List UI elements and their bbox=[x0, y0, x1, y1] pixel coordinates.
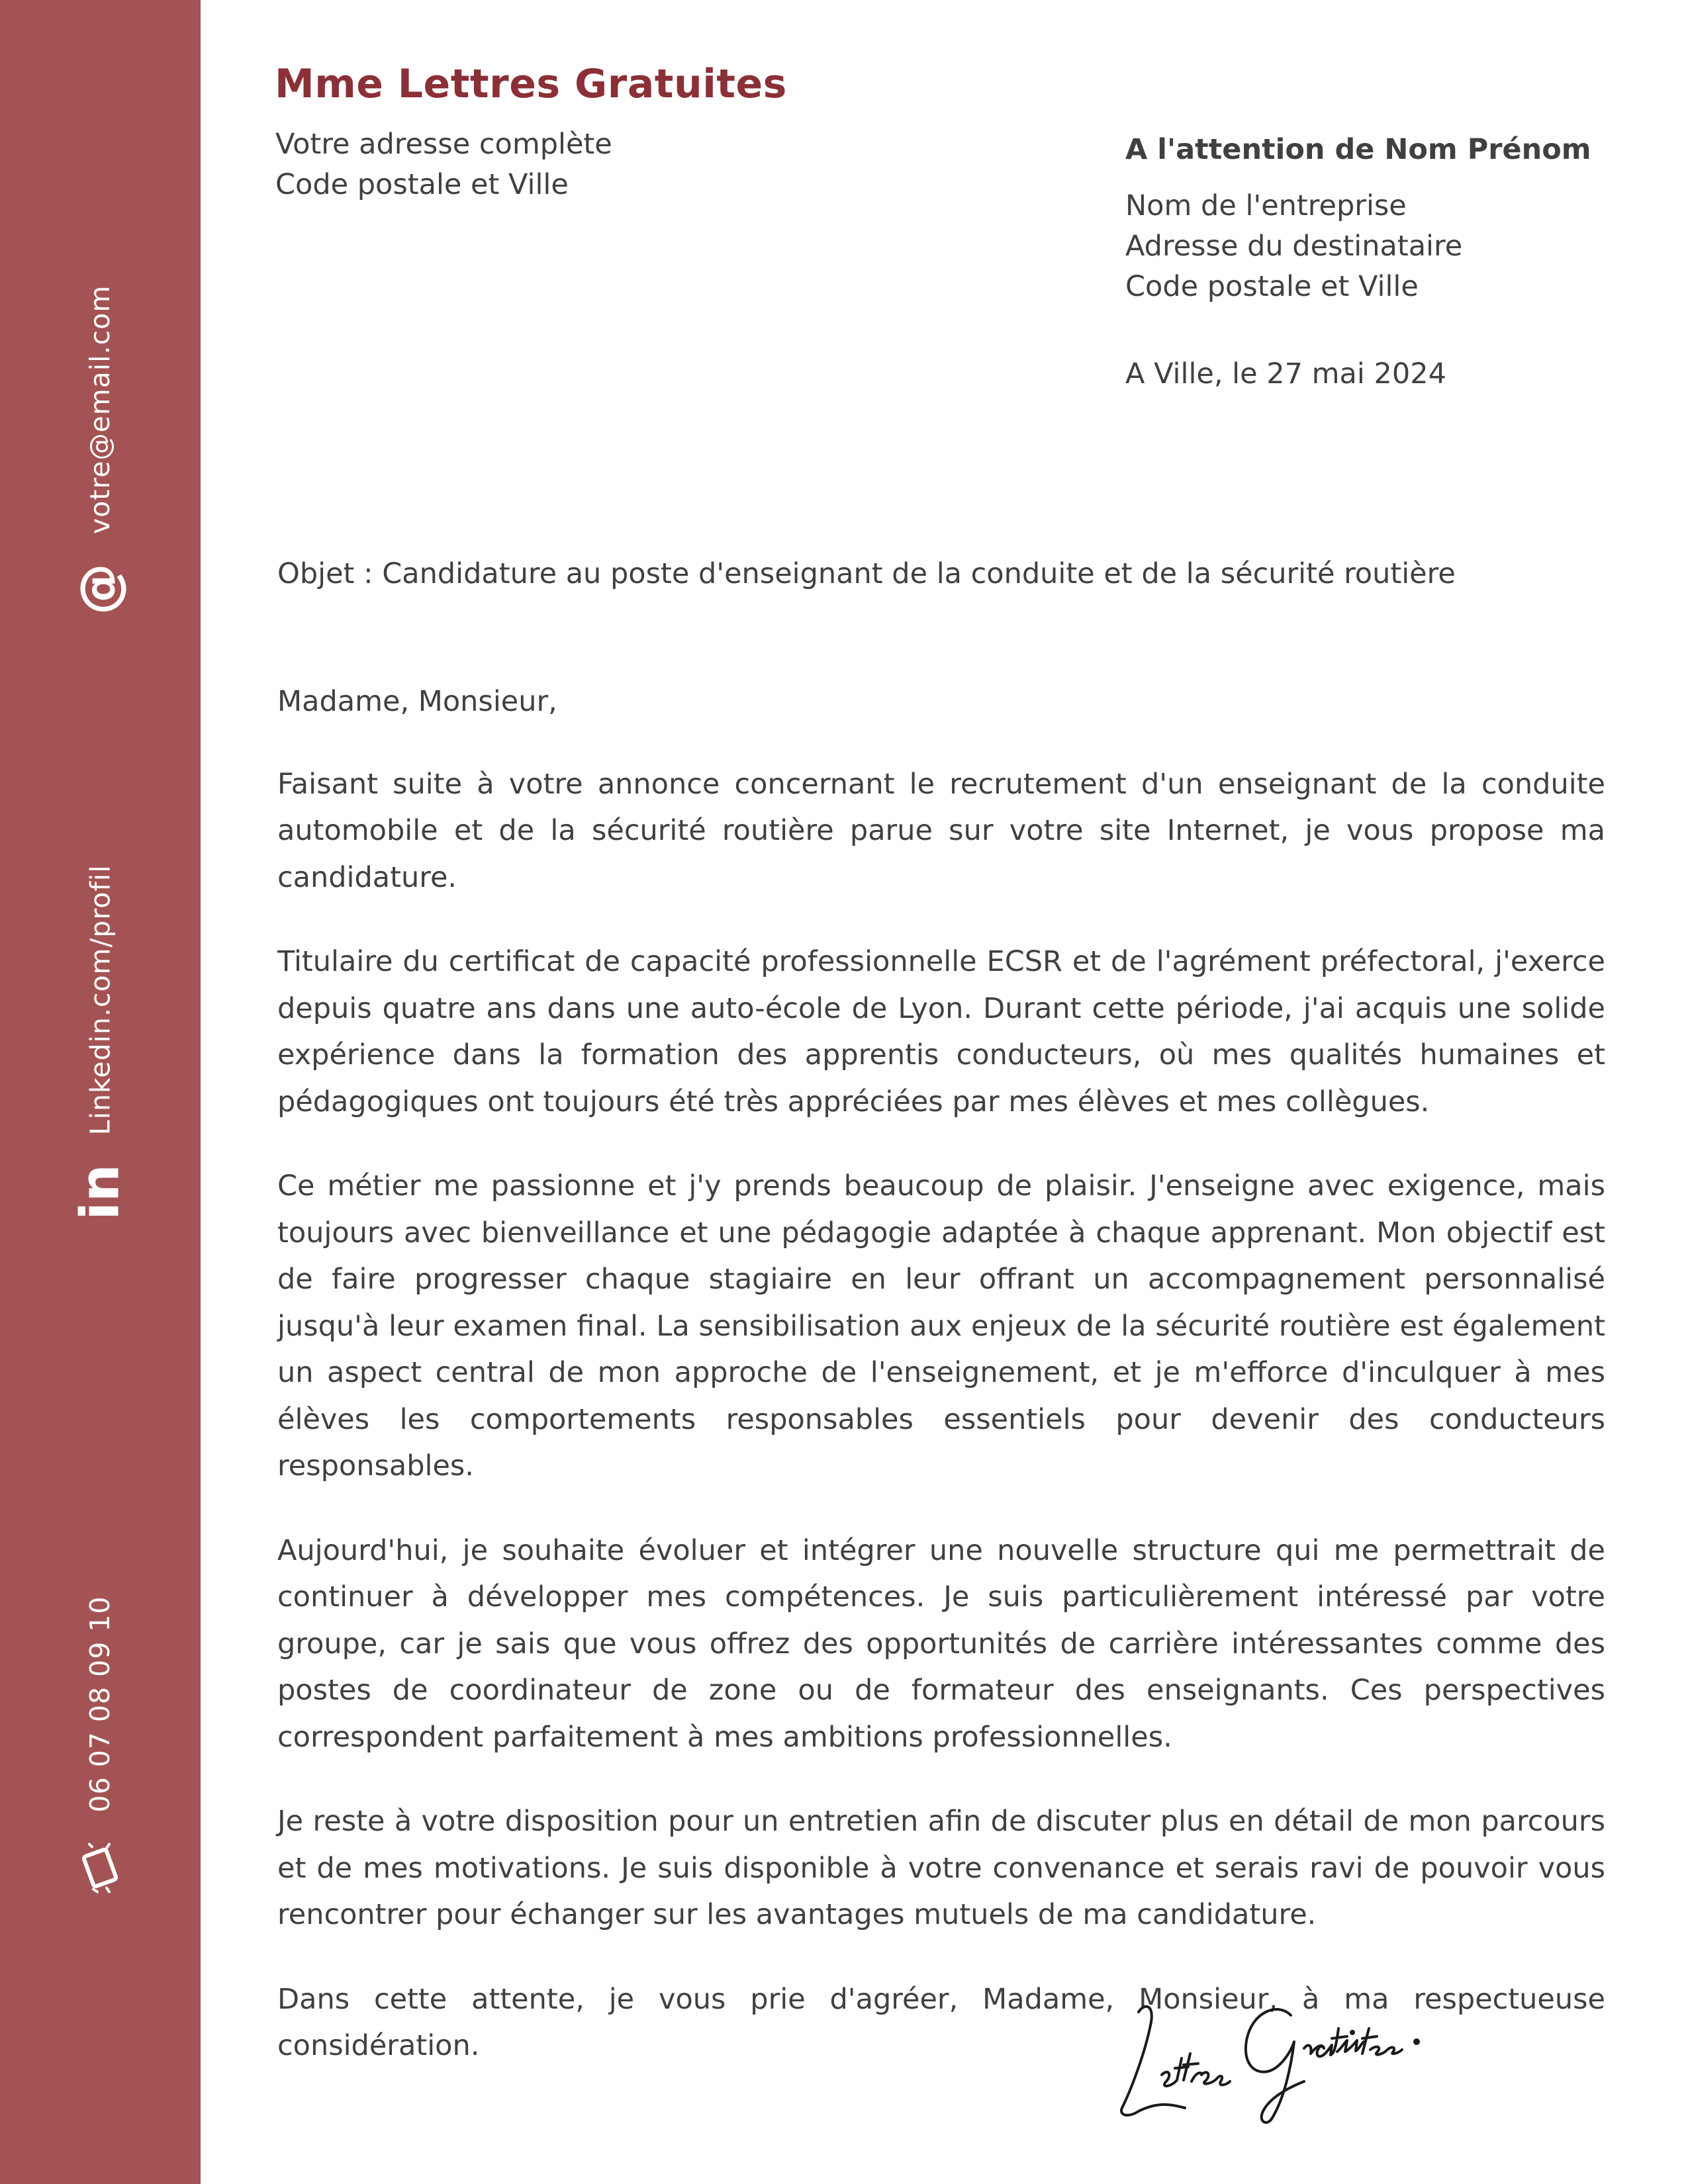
sender-city: Code postale et Ville bbox=[275, 168, 569, 201]
recipient-attention: A l'attention de Nom Prénom bbox=[1125, 133, 1591, 166]
recipient-company: Nom de l'entreprise bbox=[1125, 189, 1407, 222]
salutation: Madame, Monsieur, bbox=[277, 685, 557, 718]
paragraph-1: Faisant suite à votre annonce concernant le recrutement d'un enseignant de la conduite automobile et de la sécurité routière parue sur votre site Internet, je vous propose ma candidature. bbox=[277, 767, 1605, 894]
phone-icon bbox=[73, 1842, 126, 1895]
paragraph-4: Aujourd'hui, je souhaite évoluer et intégrer une nouvelle structure qui me permettrait de continuer à développer mes compétences. Je suis particulièrement intéressé par votre groupe, car je sais que vous offrez des opportunités de carrière intéressantes comme des postes de coordinateur de zone ou de formateur des enseignants. Ces perspectives correspondent parfaitement à mes ambitions professionnelles. bbox=[277, 1533, 1605, 1754]
letter-date: A Ville, le 27 mai 2024 bbox=[1125, 357, 1446, 390]
letter-body bbox=[277, 678, 1605, 2107]
paragraph-2: Titulaire du certificat de capacité professionnelle ECSR et de l'agrément préfectoral, j'exerce depuis quatre ans dans une auto-école de Lyon. Durant cette période, j'ai acquis une solide expérience dans la formation des apprentis conducteurs, où mes qualités humaines et pédagogiques ont toujours été très appréciées par mes élèves et mes collègues. bbox=[277, 945, 1605, 1118]
linkedin-text[interactable]: Linkedin.com/profil bbox=[84, 864, 116, 1136]
phone-text: 06 07 08 09 10 bbox=[84, 1596, 116, 1813]
sender-address-block bbox=[275, 124, 612, 205]
email-text[interactable]: votre@email.com bbox=[84, 285, 116, 535]
sender-address: Votre adresse complète bbox=[275, 128, 612, 161]
letter-subject: Objet : Candidature au poste d'enseignant de la conduite et de la sécurité routière bbox=[277, 557, 1456, 590]
paragraph-6: Dans cette attente, je vous prie d'agréer, Madame, Monsieur, à ma respectueuse considération. bbox=[277, 1982, 1605, 2062]
sender-name: Mme Lettres Gratuites bbox=[275, 61, 787, 107]
recipient-address: Adresse du destinataire bbox=[1125, 230, 1463, 263]
recipient-city: Code postale et Ville bbox=[1125, 270, 1419, 303]
paragraph-3: Ce métier me passionne et j'y prends beaucoup de plaisir. J'enseigne avec exigence, mais toujours avec bienveillance et une pédagogie adaptée à chaque apprenant. Mon objectif est de faire progresser chaque stagiaire en leur offrant un accompagnement personnalisé jusqu'à leur examen final. La sensibilisation aux enjeux de la sécurité routière est également un aspect central de mon approche de l'enseignement, et je m'efforce d'inculquer à mes élèves les comportements responsables essentiels pour devenir des conducteurs responsables. bbox=[277, 1169, 1605, 1482]
contact-sidebar bbox=[0, 0, 201, 2184]
paragraph-5: Je reste à votre disposition pour un entretien afin de discuter plus en détail de mon parcours et de mes motivations. Je suis disponible à votre convenance et serais ravi de pouvoir vous rencontrer pour échanger sur les avantages mutuels de ma candidature. bbox=[277, 1805, 1605, 1931]
recipient-block bbox=[1125, 130, 1591, 307]
linkedin-icon: in bbox=[69, 1164, 131, 1220]
at-sign-icon: @ bbox=[70, 563, 130, 615]
handwritten-signature bbox=[1099, 1976, 1496, 2134]
